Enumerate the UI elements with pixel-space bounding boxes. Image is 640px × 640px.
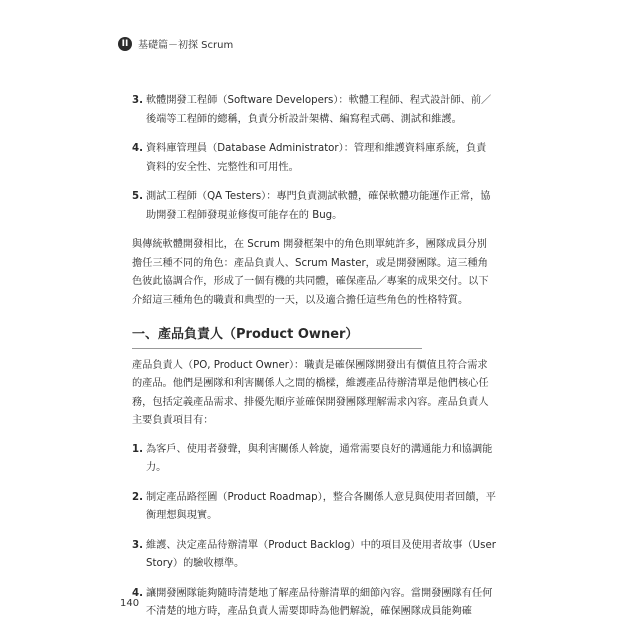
list-number: 3. — [132, 95, 143, 106]
list-text: 為客戶、使用者發聲，與利害關係人斡旋，通常需要良好的溝通能力和協調能力。 — [146, 443, 493, 473]
running-header — [118, 36, 233, 51]
list-item — [132, 489, 496, 526]
list-number: 1. — [132, 443, 143, 455]
list-item — [132, 441, 496, 478]
list-item — [132, 140, 496, 177]
list-text: 資料庫管理員（Database Administrator）：管理和維護資料庫系統，負責資料的安全性、完整性和可用性。 — [146, 143, 487, 173]
section-paragraph: 產品負責人（PO, Product Owner）：職責是確保團隊開發出有價值且符合需求的產品。他們是團隊和利害關係人之間的橋樑，維護產品待辦清單是他們核心任務，包括定義產品需求、排優先順序並確保開發團隊理解需求內容。產品負責人主要負責項目有： — [132, 359, 489, 426]
list-item — [132, 585, 496, 622]
list-text: 維護、決定產品待辦清單（Product Backlog）中的項目及使用者故事（User Story）的驗收標準。 — [146, 539, 496, 569]
chapter-badge: II — [118, 37, 132, 51]
header-title: 基礎篇－初探 Scrum — [138, 40, 234, 51]
intro-paragraph: 與傳統軟體開發相比，在 Scrum 開發框架中的角色則單純許多，團隊成員分別擔任三種不同的角色：產品負責人、Scrum Master，或是開發團隊。這三種角色彼此協調合作，形成了一個有機的共同體，確保產品／專案的成果交付。以下介紹這三種角色的職責和典型的一天，以及適合擔任這些角色的性格特質。 — [132, 239, 489, 306]
list-item — [132, 537, 496, 574]
page-number: 140 — [120, 598, 140, 609]
list-number: 2. — [132, 491, 143, 503]
list-text: 讓開發團隊能夠隨時清楚地了解產品待辦清單的細節內容。當開發團隊有任何不清楚的地方時，產品負責人需要即時為他們解說，確保團隊成員能夠確 — [146, 587, 493, 617]
list-text: 制定產品路徑圖（Product Roadmap），整合各關係人意見與使用者回饋，平衡理想與現實。 — [146, 491, 496, 521]
list-item — [132, 92, 496, 129]
section-heading: 一、產品負責人（Product Owner） — [132, 326, 422, 349]
list-number: 3. — [132, 539, 143, 551]
list-text: 軟體開發工程師（Software Developers）：軟體工程師、程式設計師、前／後端等工程師的總稱，負責分析設計架構、編寫程式碼、測試和維護。 — [146, 95, 492, 125]
list-number: 4. — [132, 143, 143, 154]
list-text: 測試工程師（QA Testers）：專門負責測試軟體，確保軟體功能運作正常，協助開發工程師發現並修復可能存在的 Bug。 — [146, 191, 491, 221]
page-body — [132, 92, 496, 633]
list-number: 5. — [132, 191, 143, 202]
list-number: 4. — [132, 587, 143, 599]
list-item — [132, 188, 496, 225]
